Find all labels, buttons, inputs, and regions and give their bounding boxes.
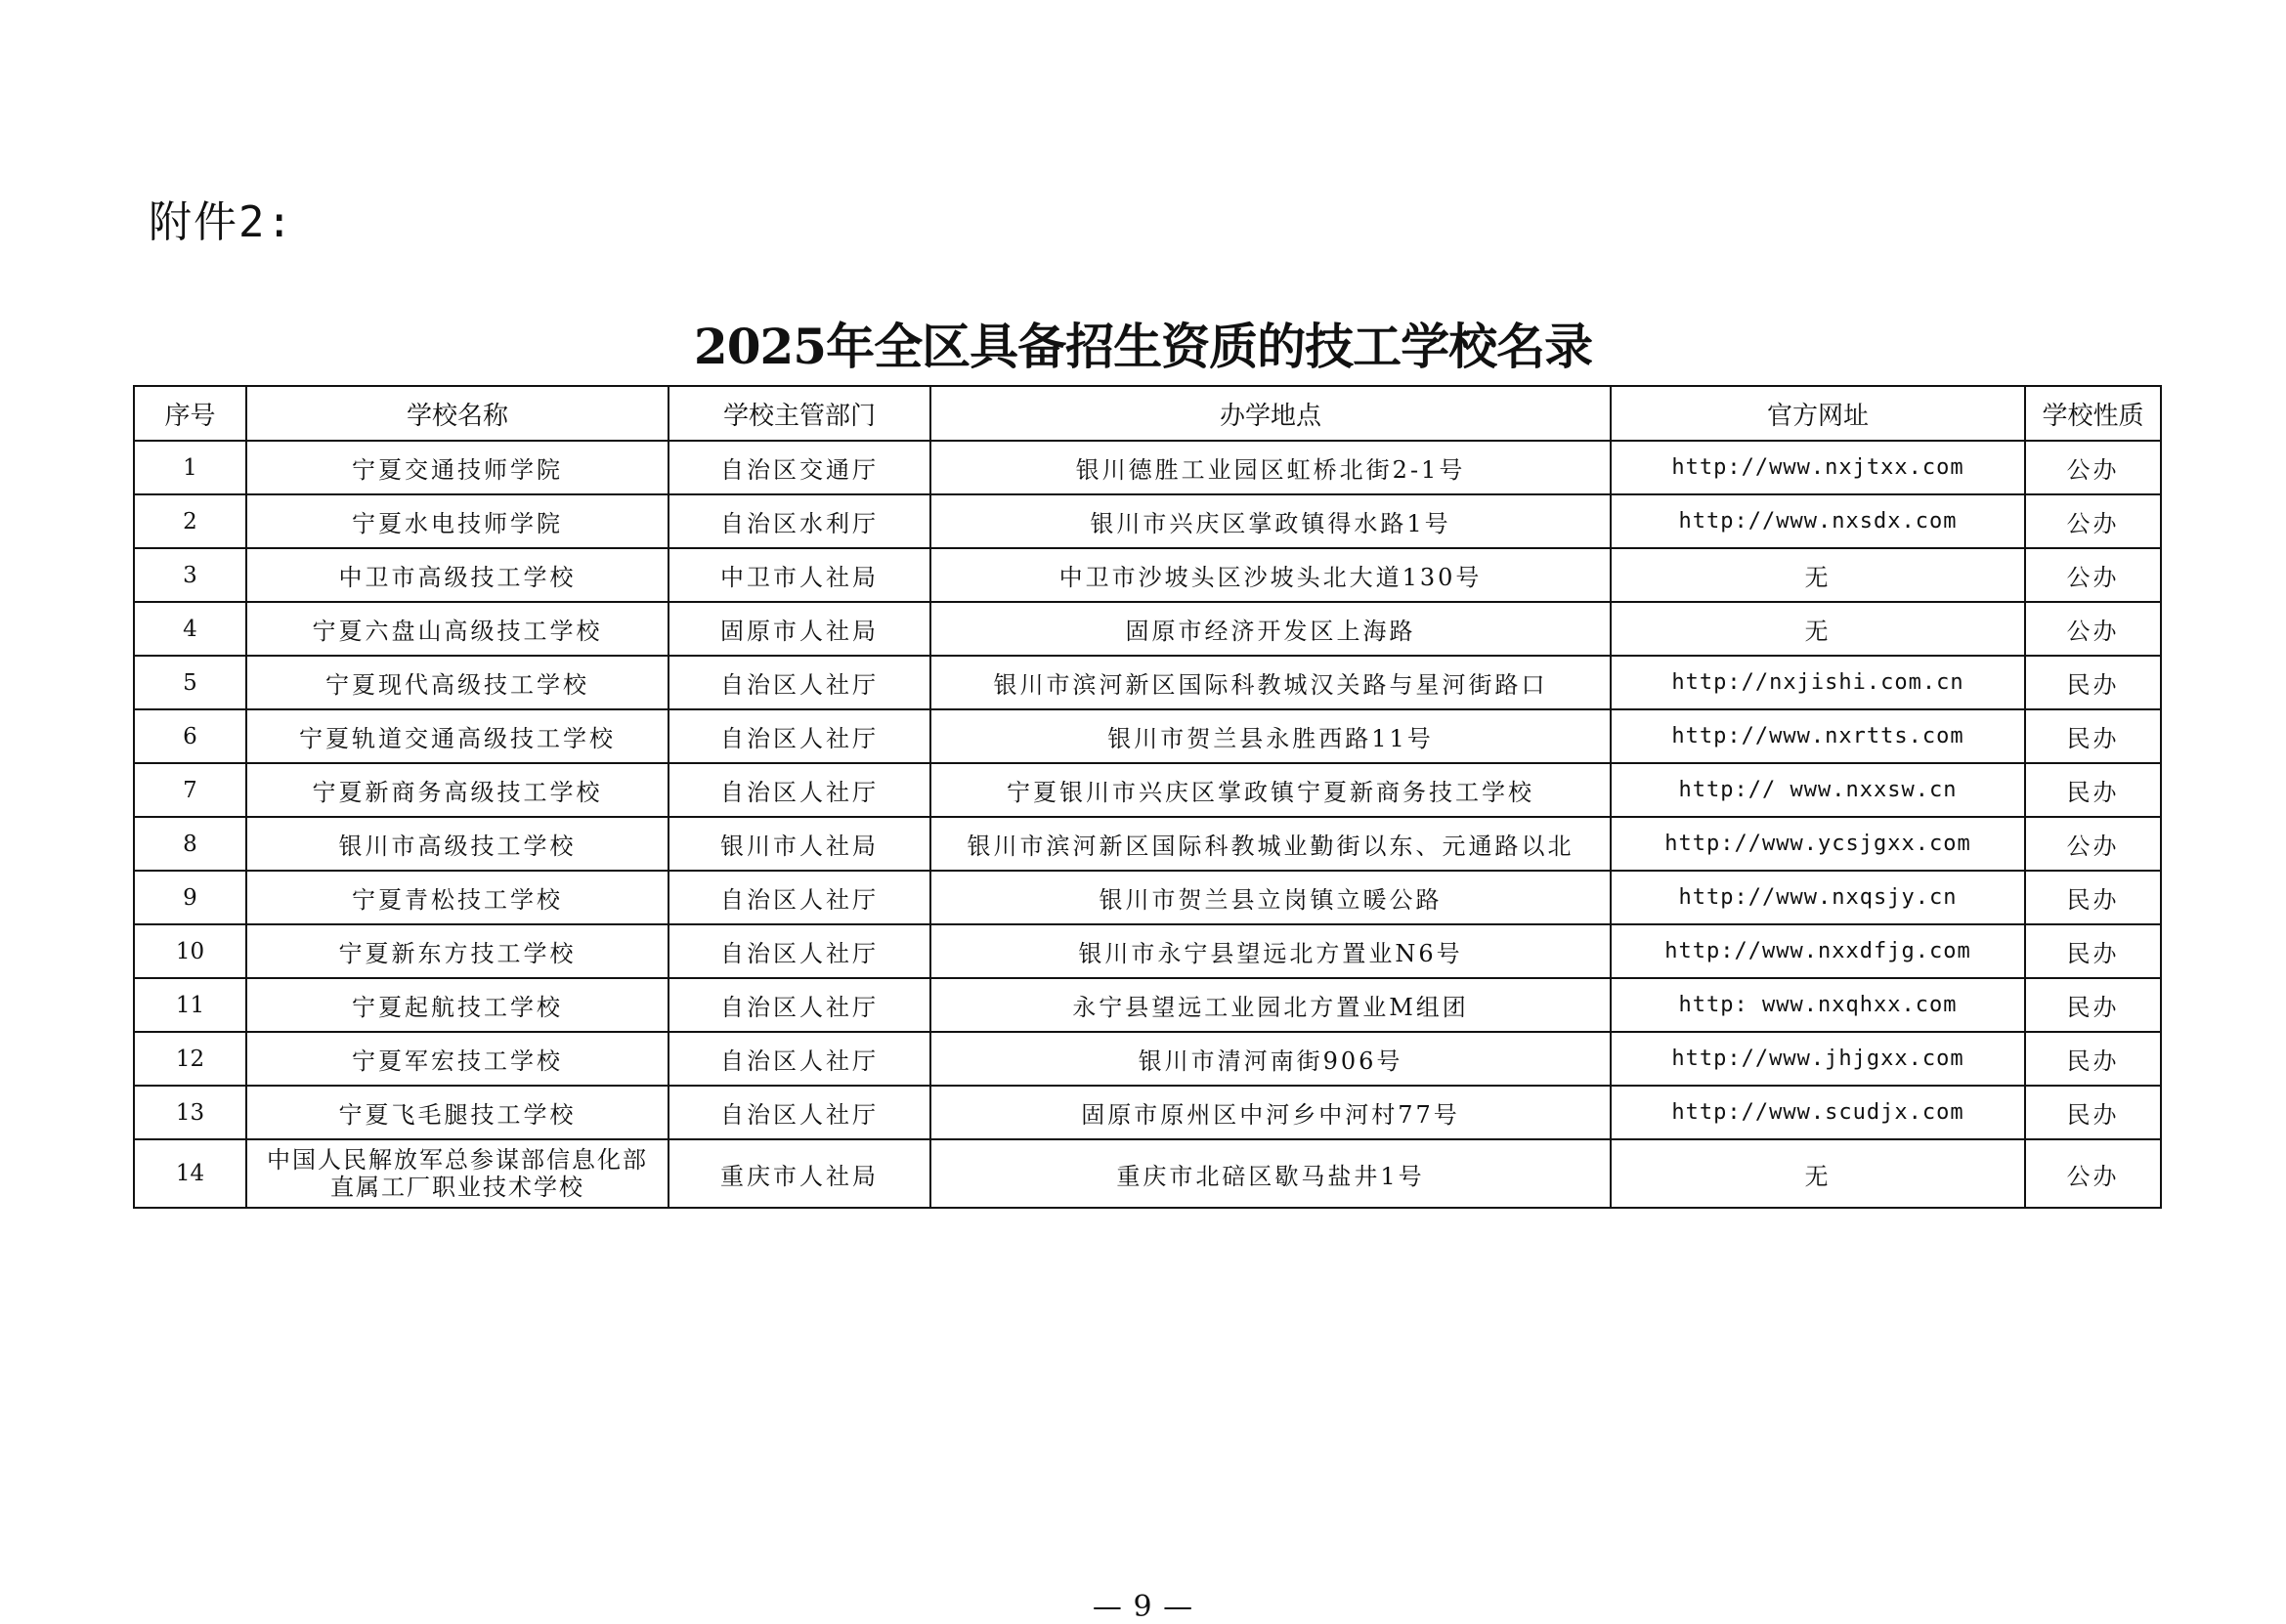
cell-address: 中卫市沙坡头区沙坡头北大道130号 xyxy=(930,548,1611,602)
table-row xyxy=(134,817,2161,871)
cell-school-type: 民办 xyxy=(2025,763,2161,817)
cell-school-name: 宁夏青松技工学校 xyxy=(246,871,669,924)
cell-address: 银川市永宁县望远北方置业N6号 xyxy=(930,924,1611,978)
header-school-type: 学校性质 xyxy=(2025,386,2161,441)
cell-authority: 固原市人社局 xyxy=(669,602,930,656)
cell-authority: 自治区水利厅 xyxy=(669,494,930,548)
cell-index: 5 xyxy=(134,656,246,709)
cell-index: 12 xyxy=(134,1032,246,1086)
cell-school-type: 民办 xyxy=(2025,978,2161,1032)
cell-school-name: 宁夏军宏技工学校 xyxy=(246,1032,669,1086)
cell-website: 无 xyxy=(1611,1139,2025,1208)
cell-index: 9 xyxy=(134,871,246,924)
cell-school-type: 民办 xyxy=(2025,924,2161,978)
cell-authority: 自治区交通厅 xyxy=(669,441,930,494)
cell-website: http: www.nxqhxx.com xyxy=(1611,978,2025,1032)
cell-school-type: 公办 xyxy=(2025,441,2161,494)
cell-authority: 自治区人社厅 xyxy=(669,924,930,978)
cell-address: 银川市贺兰县永胜西路11号 xyxy=(930,709,1611,763)
cell-address: 固原市经济开发区上海路 xyxy=(930,602,1611,656)
cell-index: 10 xyxy=(134,924,246,978)
table-row xyxy=(134,978,2161,1032)
cell-website: 无 xyxy=(1611,548,2025,602)
cell-website: http://www.nxrtts.com xyxy=(1611,709,2025,763)
table-row xyxy=(134,548,2161,602)
cell-address: 银川市贺兰县立岗镇立暖公路 xyxy=(930,871,1611,924)
cell-authority: 自治区人社厅 xyxy=(669,656,930,709)
cell-school-type: 公办 xyxy=(2025,602,2161,656)
cell-index: 3 xyxy=(134,548,246,602)
cell-school-type: 民办 xyxy=(2025,1086,2161,1139)
cell-authority: 重庆市人社局 xyxy=(669,1139,930,1208)
cell-school-name: 宁夏现代高级技工学校 xyxy=(246,656,669,709)
cell-index: 8 xyxy=(134,817,246,871)
cell-authority: 自治区人社厅 xyxy=(669,1032,930,1086)
header-authority: 学校主管部门 xyxy=(669,386,930,441)
cell-website: http://www.nxxdfjg.com xyxy=(1611,924,2025,978)
table-row xyxy=(134,763,2161,817)
cell-school-name: 中卫市高级技工学校 xyxy=(246,548,669,602)
cell-school-name: 宁夏六盘山高级技工学校 xyxy=(246,602,669,656)
cell-website: http://www.jhjgxx.com xyxy=(1611,1032,2025,1086)
cell-school-name: 宁夏起航技工学校 xyxy=(246,978,669,1032)
cell-school-type: 公办 xyxy=(2025,494,2161,548)
cell-school-type: 民办 xyxy=(2025,1032,2161,1086)
cell-authority: 自治区人社厅 xyxy=(669,871,930,924)
table-row xyxy=(134,1139,2161,1208)
table-row xyxy=(134,441,2161,494)
cell-authority: 自治区人社厅 xyxy=(669,978,930,1032)
cell-address: 银川市兴庆区掌政镇得水路1号 xyxy=(930,494,1611,548)
cell-school-name: 中国人民解放军总参谋部信息化部直属工厂职业技术学校 xyxy=(246,1139,669,1208)
header-school-name: 学校名称 xyxy=(246,386,669,441)
table-row xyxy=(134,1086,2161,1139)
cell-school-name: 宁夏交通技师学院 xyxy=(246,441,669,494)
cell-website: http://www.nxqsjy.cn xyxy=(1611,871,2025,924)
cell-index: 6 xyxy=(134,709,246,763)
cell-school-name: 宁夏飞毛腿技工学校 xyxy=(246,1086,669,1139)
cell-index: 2 xyxy=(134,494,246,548)
cell-school-name: 银川市高级技工学校 xyxy=(246,817,669,871)
cell-authority: 自治区人社厅 xyxy=(669,1086,930,1139)
cell-index: 14 xyxy=(134,1139,246,1208)
cell-school-name: 宁夏新东方技工学校 xyxy=(246,924,669,978)
table-row xyxy=(134,602,2161,656)
cell-index: 13 xyxy=(134,1086,246,1139)
cell-authority: 银川市人社局 xyxy=(669,817,930,871)
cell-authority: 中卫市人社局 xyxy=(669,548,930,602)
cell-school-name: 宁夏水电技师学院 xyxy=(246,494,669,548)
cell-school-type: 民办 xyxy=(2025,709,2161,763)
cell-school-type: 公办 xyxy=(2025,1139,2161,1208)
cell-school-type: 民办 xyxy=(2025,871,2161,924)
cell-school-type: 公办 xyxy=(2025,817,2161,871)
cell-address: 银川市滨河新区国际科教城业勤街以东、元通路以北 xyxy=(930,817,1611,871)
header-index: 序号 xyxy=(134,386,246,441)
cell-school-type: 民办 xyxy=(2025,656,2161,709)
cell-authority: 自治区人社厅 xyxy=(669,709,930,763)
cell-address: 宁夏银川市兴庆区掌政镇宁夏新商务技工学校 xyxy=(930,763,1611,817)
cell-index: 7 xyxy=(134,763,246,817)
cell-index: 1 xyxy=(134,441,246,494)
table-row xyxy=(134,924,2161,978)
document-title: 2025年全区具备招生资质的技工学校名录 xyxy=(693,318,1593,375)
cell-address: 固原市原州区中河乡中河村77号 xyxy=(930,1086,1611,1139)
table-row xyxy=(134,1032,2161,1086)
cell-website: http://www.scudjx.com xyxy=(1611,1086,2025,1139)
cell-website: http://nxjishi.com.cn xyxy=(1611,656,2025,709)
table-row xyxy=(134,656,2161,709)
cell-website: http://www.ycsjgxx.com xyxy=(1611,817,2025,871)
header-website: 官方网址 xyxy=(1611,386,2025,441)
cell-index: 11 xyxy=(134,978,246,1032)
cell-address: 银川市滨河新区国际科教城汉关路与星河街路口 xyxy=(930,656,1611,709)
cell-school-name: 宁夏新商务高级技工学校 xyxy=(246,763,669,817)
cell-website: 无 xyxy=(1611,602,2025,656)
page-number: — 9 — xyxy=(1092,1590,1194,1624)
cell-website: http:// www.nxxsw.cn xyxy=(1611,763,2025,817)
table-row xyxy=(134,871,2161,924)
header-address: 办学地点 xyxy=(930,386,1611,441)
cell-authority: 自治区人社厅 xyxy=(669,763,930,817)
cell-address: 银川市清河南街906号 xyxy=(930,1032,1611,1086)
table-header-row xyxy=(134,386,2161,441)
cell-website: http://www.nxjtxx.com xyxy=(1611,441,2025,494)
cell-address: 重庆市北碚区歇马盐井1号 xyxy=(930,1139,1611,1208)
cell-address: 永宁县望远工业园北方置业M组团 xyxy=(930,978,1611,1032)
cell-school-name: 宁夏轨道交通高级技工学校 xyxy=(246,709,669,763)
schools-table xyxy=(133,385,2162,1209)
table-row xyxy=(134,709,2161,763)
cell-school-type: 公办 xyxy=(2025,548,2161,602)
attachment-label: 附件2: xyxy=(149,197,294,247)
cell-website: http://www.nxsdx.com xyxy=(1611,494,2025,548)
cell-address: 银川德胜工业园区虹桥北街2-1号 xyxy=(930,441,1611,494)
cell-index: 4 xyxy=(134,602,246,656)
table-row xyxy=(134,494,2161,548)
